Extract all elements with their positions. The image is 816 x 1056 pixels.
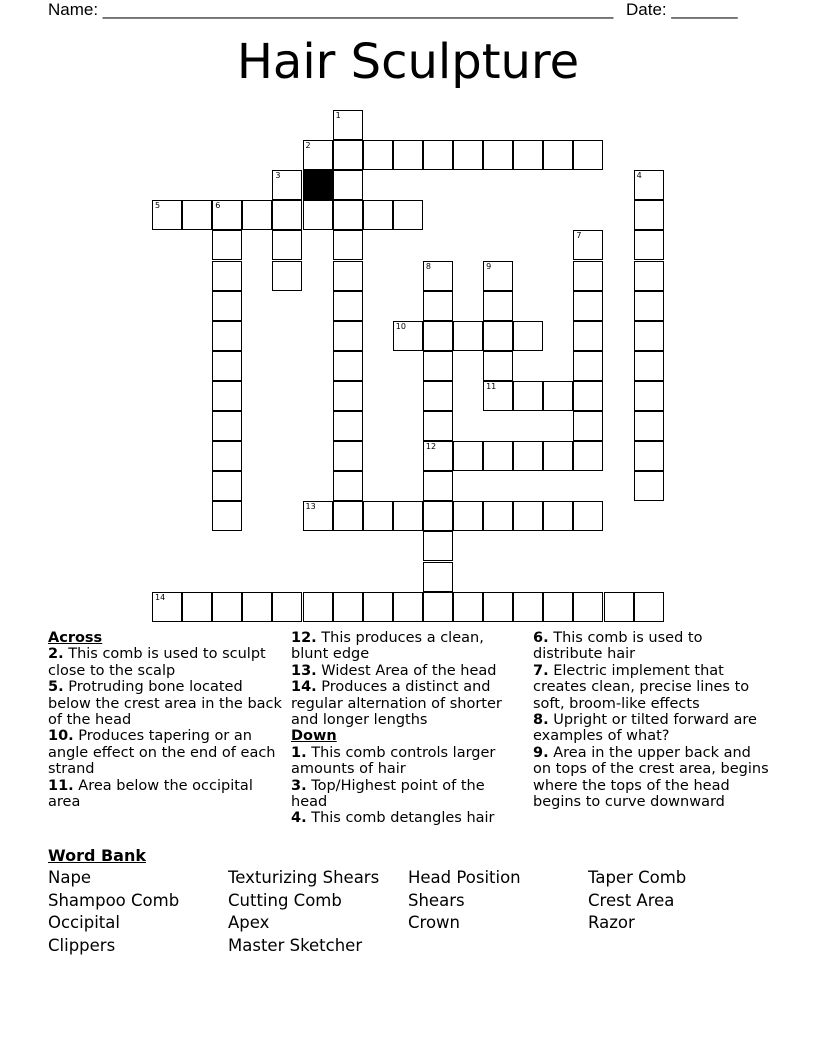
clue-number: 2 bbox=[305, 141, 311, 151]
crossword-cell[interactable] bbox=[393, 321, 423, 351]
crossword-cell[interactable] bbox=[212, 471, 242, 501]
crossword-cell[interactable] bbox=[333, 110, 363, 140]
crossword-cell[interactable] bbox=[634, 381, 664, 411]
crossword-cell[interactable] bbox=[543, 592, 573, 622]
black-square bbox=[303, 170, 333, 200]
crossword-cell[interactable] bbox=[604, 592, 634, 622]
clue-item bbox=[48, 646, 283, 679]
crossword-cell[interactable] bbox=[634, 170, 664, 200]
crossword-cell[interactable] bbox=[483, 381, 513, 411]
crossword-cell[interactable] bbox=[453, 140, 483, 170]
crossword-cell[interactable] bbox=[483, 592, 513, 622]
clue-number: 1 bbox=[335, 111, 341, 120]
crossword-cell[interactable] bbox=[333, 471, 363, 501]
crossword-cell[interactable] bbox=[513, 501, 543, 531]
crossword-cell[interactable] bbox=[272, 230, 302, 260]
crossword-cell[interactable] bbox=[423, 140, 453, 170]
crossword-cell[interactable] bbox=[543, 441, 573, 471]
clues-column-2 bbox=[291, 630, 521, 827]
word-bank-column-3 bbox=[408, 867, 521, 935]
crossword-cell[interactable] bbox=[423, 441, 453, 471]
clue-number: 4 bbox=[636, 171, 642, 181]
clue-number: 3. bbox=[291, 777, 307, 794]
crossword-cell[interactable] bbox=[634, 411, 664, 441]
word-bank-entry: Crown bbox=[408, 913, 460, 932]
crossword-cell[interactable] bbox=[634, 441, 664, 471]
crossword-cell[interactable] bbox=[212, 230, 242, 260]
crossword-cell[interactable] bbox=[513, 441, 543, 471]
crossword-cell[interactable] bbox=[573, 501, 603, 531]
crossword-cell[interactable] bbox=[333, 230, 363, 260]
crossword-cell[interactable] bbox=[333, 411, 363, 441]
crossword-cell[interactable] bbox=[573, 381, 603, 411]
clue-item bbox=[533, 663, 773, 712]
crossword-cell[interactable] bbox=[212, 200, 242, 230]
crossword-cell[interactable] bbox=[152, 200, 182, 230]
word-bank-entry: Crest Area bbox=[588, 890, 675, 910]
clue-number: 12. bbox=[291, 630, 317, 646]
crossword-cell[interactable] bbox=[212, 441, 242, 471]
crossword-cell[interactable] bbox=[634, 321, 664, 351]
crossword-cell[interactable] bbox=[393, 200, 423, 230]
clue-number: 9. bbox=[533, 744, 549, 761]
clue-text: This produces a clean, blunt edge bbox=[291, 630, 484, 663]
across-heading: Across bbox=[48, 630, 103, 646]
crossword-cell[interactable] bbox=[272, 200, 302, 230]
crossword-cell[interactable] bbox=[272, 170, 302, 200]
clue-item bbox=[533, 630, 773, 663]
clue-number: 13 bbox=[305, 502, 316, 512]
crossword-cell[interactable] bbox=[513, 140, 543, 170]
word-bank-entry: Razor bbox=[588, 913, 635, 932]
crossword-cell[interactable] bbox=[212, 291, 242, 321]
clue-number: 6 bbox=[215, 201, 221, 211]
crossword-cell[interactable] bbox=[333, 501, 363, 531]
crossword-cell[interactable] bbox=[543, 381, 573, 411]
crossword-cell[interactable] bbox=[363, 140, 393, 170]
crossword-cell[interactable] bbox=[483, 291, 513, 321]
crossword-cell[interactable] bbox=[573, 261, 603, 291]
crossword-cell[interactable] bbox=[272, 261, 302, 291]
crossword-cell[interactable] bbox=[573, 351, 603, 381]
crossword-cell[interactable] bbox=[634, 200, 664, 230]
crossword-cell[interactable] bbox=[182, 200, 212, 230]
crossword-cell[interactable] bbox=[483, 140, 513, 170]
crossword-cell[interactable] bbox=[453, 592, 483, 622]
word-bank-entry: Texturizing Shears bbox=[228, 868, 380, 887]
word-bank-entry: Clippers bbox=[48, 935, 116, 955]
word-bank-entry: Master Sketcher bbox=[228, 935, 363, 955]
crossword-cell[interactable] bbox=[363, 501, 393, 531]
crossword-cell[interactable] bbox=[182, 592, 212, 622]
name-line: Name: ______________________________________________________ bbox=[48, 0, 614, 19]
crossword-cell[interactable] bbox=[393, 140, 423, 170]
crossword-cell[interactable] bbox=[242, 592, 272, 622]
word-bank-column-4 bbox=[588, 867, 686, 935]
crossword-cell[interactable] bbox=[573, 140, 603, 170]
clue-number: 5. bbox=[48, 679, 64, 696]
clue-text: This comb is used to distribute hair bbox=[533, 630, 703, 663]
clue-item bbox=[291, 778, 521, 811]
clue-number: 7. bbox=[533, 662, 549, 679]
clue-number: 8. bbox=[533, 712, 549, 729]
crossword-cell[interactable] bbox=[483, 501, 513, 531]
crossword-cell[interactable] bbox=[573, 592, 603, 622]
clue-text: This comb is used to sculpt close to the scalp bbox=[48, 646, 266, 679]
crossword-cell[interactable] bbox=[393, 592, 423, 622]
crossword-cell[interactable] bbox=[573, 321, 603, 351]
clue-number: 13. bbox=[291, 662, 317, 679]
crossword-cell[interactable] bbox=[212, 261, 242, 291]
crossword-cell[interactable] bbox=[333, 140, 363, 170]
crossword-cell[interactable] bbox=[483, 351, 513, 381]
crossword-cell[interactable] bbox=[212, 351, 242, 381]
clues-column-1 bbox=[48, 630, 283, 810]
date-line: Date: _______ bbox=[626, 0, 738, 19]
crossword-cell[interactable] bbox=[453, 321, 483, 351]
clue-item bbox=[291, 630, 521, 663]
clue-text: Widest Area of the head bbox=[316, 662, 497, 679]
clue-number: 10 bbox=[395, 321, 406, 331]
clue-item bbox=[291, 810, 521, 826]
clue-text: Protruding bone located below the crest area in the back of the head bbox=[48, 679, 282, 729]
word-bank-column-1 bbox=[48, 867, 179, 957]
crossword-cell[interactable] bbox=[303, 140, 333, 170]
clue-text: This comb detangles hair bbox=[306, 810, 495, 827]
crossword-cell[interactable] bbox=[513, 381, 543, 411]
crossword-cell[interactable] bbox=[423, 471, 453, 501]
clue-number: 3 bbox=[275, 171, 281, 181]
crossword-cell[interactable] bbox=[212, 321, 242, 351]
crossword-cell[interactable] bbox=[212, 411, 242, 441]
crossword-cell[interactable] bbox=[513, 592, 543, 622]
word-bank-entry: Cutting Comb bbox=[228, 890, 342, 910]
crossword-cell[interactable] bbox=[212, 592, 242, 622]
crossword-cell[interactable] bbox=[483, 441, 513, 471]
word-bank-entry: Shears bbox=[408, 890, 465, 910]
crossword-cell[interactable] bbox=[423, 531, 453, 561]
clue-text: This comb controls larger amounts of hair bbox=[291, 744, 496, 778]
crossword-cell[interactable] bbox=[483, 261, 513, 291]
crossword-cell[interactable] bbox=[513, 321, 543, 351]
clue-text: Area in the upper back and on tops of the crest area, begins where the tops of the head begins to curve downward bbox=[533, 744, 769, 811]
clue-number: 2. bbox=[48, 646, 64, 663]
crossword-cell[interactable] bbox=[303, 501, 333, 531]
clue-text: Produces a distinct and regular alternation of shorter and longer lengths bbox=[291, 679, 502, 729]
down-heading: Down bbox=[291, 728, 337, 745]
crossword-cell[interactable] bbox=[543, 501, 573, 531]
crossword-cell[interactable] bbox=[423, 321, 453, 351]
crossword-cell[interactable] bbox=[573, 411, 603, 441]
crossword-cell[interactable] bbox=[272, 592, 302, 622]
crossword-cell[interactable] bbox=[423, 351, 453, 381]
crossword-cell[interactable] bbox=[423, 261, 453, 291]
clue-number: 6. bbox=[533, 630, 549, 646]
crossword-cell[interactable] bbox=[573, 230, 603, 260]
clue-number: 5 bbox=[155, 201, 161, 211]
crossword-cell[interactable] bbox=[573, 291, 603, 321]
crossword-cell[interactable] bbox=[333, 200, 363, 230]
crossword-cell[interactable] bbox=[543, 140, 573, 170]
crossword-cell[interactable] bbox=[242, 200, 272, 230]
crossword-cell[interactable] bbox=[212, 501, 242, 531]
clue-item bbox=[533, 712, 773, 745]
clue-number: 11 bbox=[486, 381, 497, 391]
clue-text: Top/Highest point of the head bbox=[291, 777, 485, 811]
crossword-cell[interactable] bbox=[634, 471, 664, 501]
clue-item bbox=[48, 679, 283, 728]
page-title: Hair Sculpture bbox=[236, 34, 580, 90]
crossword-cell[interactable] bbox=[453, 441, 483, 471]
clue-text: Electric implement that creates clean, precise lines to soft, broom-like effects bbox=[533, 662, 750, 712]
crossword-cell[interactable] bbox=[333, 381, 363, 411]
clue-text: Area below the occipital area bbox=[48, 777, 253, 811]
clue-number: 10. bbox=[48, 728, 74, 745]
clue-number: 14. bbox=[291, 679, 317, 696]
clue-number: 9 bbox=[486, 261, 492, 271]
crossword-cell[interactable] bbox=[634, 291, 664, 321]
word-bank-entry: Occipital bbox=[48, 913, 120, 932]
crossword-cell[interactable] bbox=[573, 441, 603, 471]
clue-text: Upright or tilted forward are examples of what? bbox=[533, 712, 757, 745]
crossword-cell[interactable] bbox=[423, 381, 453, 411]
crossword-cell[interactable] bbox=[423, 501, 453, 531]
clue-item bbox=[48, 778, 283, 811]
clue-item bbox=[48, 728, 283, 777]
word-bank-entry: Nape bbox=[48, 868, 92, 887]
crossword-cell[interactable] bbox=[333, 321, 363, 351]
clue-item bbox=[533, 745, 773, 811]
clues-column-3 bbox=[533, 630, 773, 810]
word-bank-entry: Shampoo Comb bbox=[48, 890, 180, 910]
crossword-cell[interactable] bbox=[634, 592, 664, 622]
clue-number: 14 bbox=[155, 592, 166, 602]
crossword-cell[interactable] bbox=[453, 501, 483, 531]
clue-number: 12 bbox=[425, 442, 437, 452]
word-bank-entry: Head Position bbox=[408, 868, 521, 887]
crossword-cell[interactable] bbox=[333, 351, 363, 381]
crossword-cell[interactable] bbox=[423, 592, 453, 622]
crossword-cell[interactable] bbox=[303, 200, 333, 230]
clue-number: 4. bbox=[291, 810, 307, 827]
clue-text: Produces tapering or an angle effect on the end of each strand bbox=[48, 728, 276, 778]
crossword-cell[interactable] bbox=[333, 261, 363, 291]
clue-number: 11. bbox=[48, 777, 74, 794]
word-bank-entry: Taper Comb bbox=[588, 868, 687, 887]
word-bank-title: Word Bank bbox=[48, 846, 147, 865]
crossword-cell[interactable] bbox=[303, 592, 333, 622]
crossword-cell[interactable] bbox=[333, 441, 363, 471]
word-bank-entry: Apex bbox=[228, 913, 270, 932]
crossword-cell[interactable] bbox=[634, 351, 664, 381]
crossword-cell[interactable] bbox=[363, 200, 393, 230]
crossword-cell[interactable] bbox=[423, 291, 453, 321]
crossword-cell[interactable] bbox=[634, 261, 664, 291]
crossword-cell[interactable] bbox=[634, 230, 664, 260]
crossword-cell[interactable] bbox=[363, 592, 393, 622]
clue-item bbox=[291, 745, 521, 778]
crossword-cell[interactable] bbox=[393, 501, 423, 531]
crossword-cell[interactable] bbox=[333, 592, 363, 622]
crossword-cell[interactable] bbox=[423, 411, 453, 441]
crossword-cell[interactable] bbox=[333, 291, 363, 321]
clue-item bbox=[291, 679, 521, 728]
word-bank-column-2 bbox=[228, 867, 379, 957]
clue-item bbox=[291, 663, 521, 679]
crossword-cell[interactable] bbox=[212, 381, 242, 411]
clue-number: 8 bbox=[425, 261, 431, 271]
clue-number: 7 bbox=[576, 231, 582, 241]
crossword-cell[interactable] bbox=[333, 170, 363, 200]
clue-number: 1. bbox=[291, 744, 307, 761]
crossword-cell[interactable] bbox=[423, 562, 453, 592]
crossword-cell[interactable] bbox=[152, 592, 182, 622]
crossword-cell[interactable] bbox=[483, 321, 513, 351]
